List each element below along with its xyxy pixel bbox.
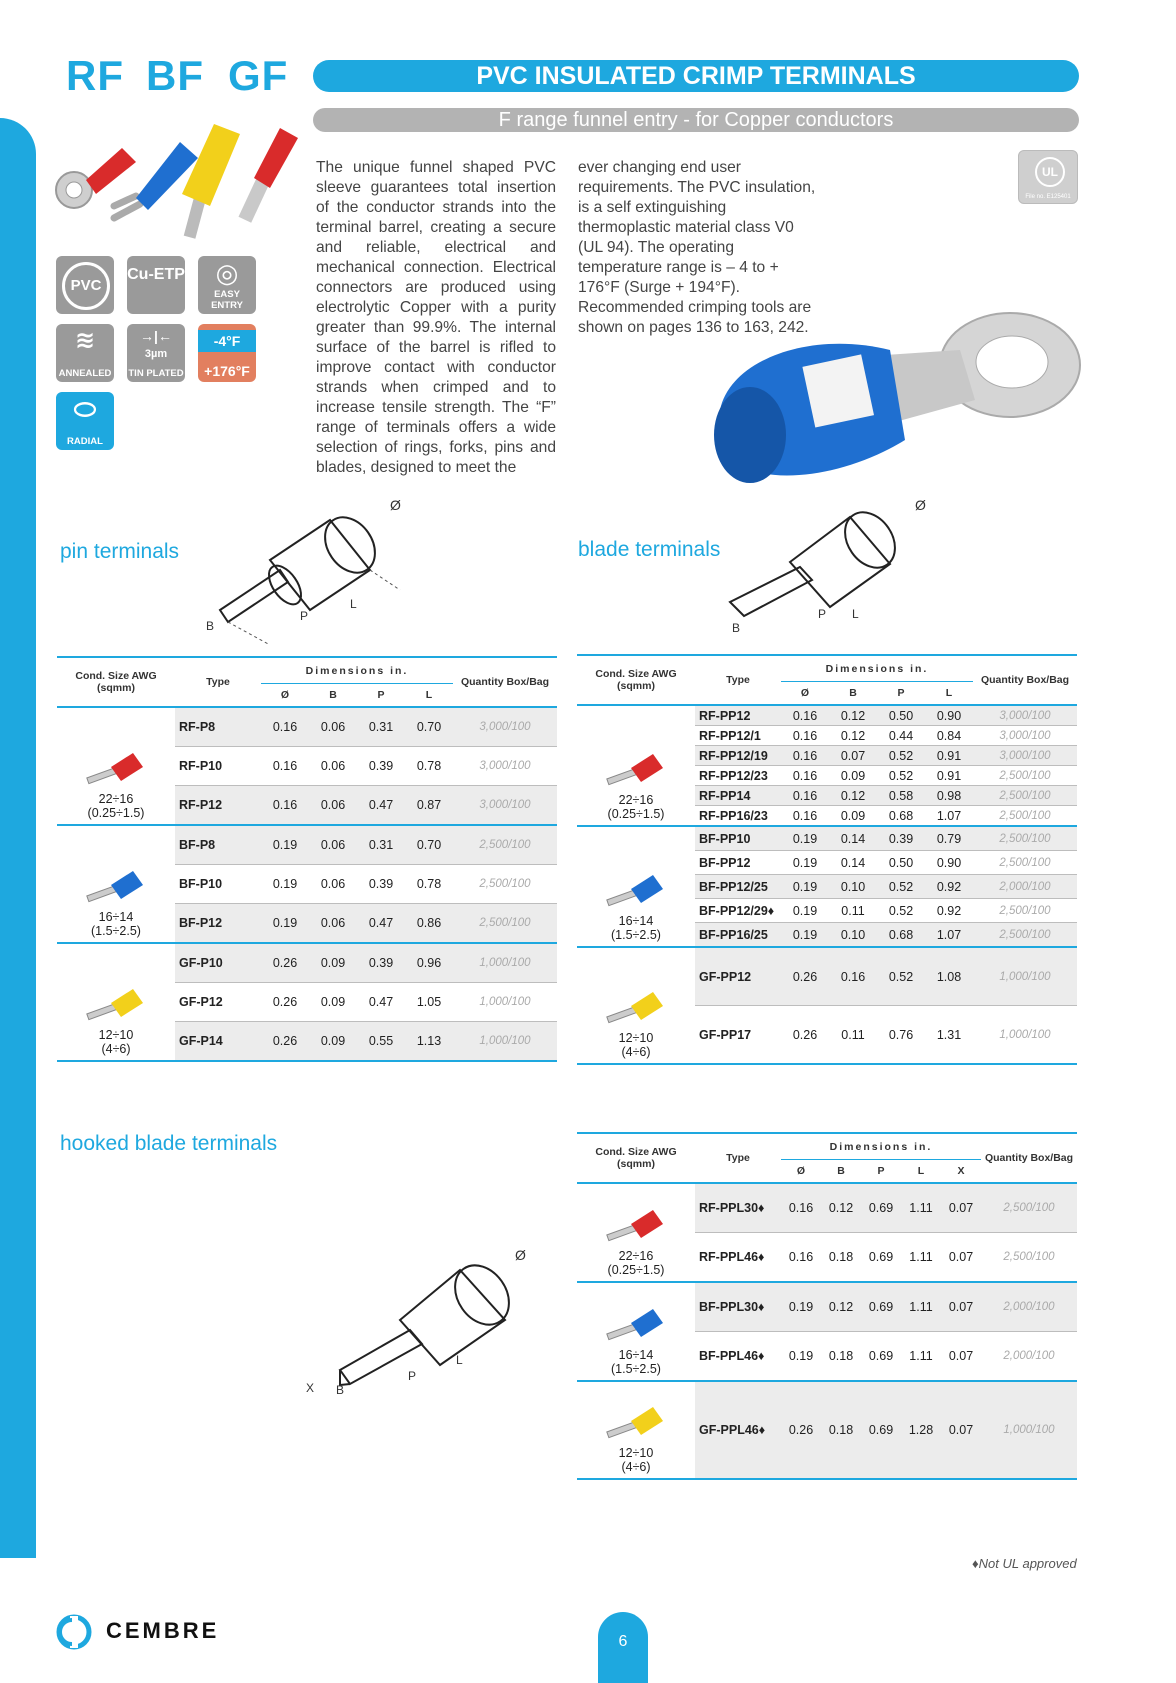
blade-diameter-label: Ø (915, 497, 926, 513)
cell-p: 0.39 (357, 943, 405, 983)
sqmm-range: (4÷6) (621, 1045, 651, 1059)
intro-text-column-1: The unique funnel shaped PVC sleeve guarantees total insertion of the conductor strands into the terminal barrel, creating a secure and reliable, electrical and mechanical connection. Electrical connectors are produced using electrolytic Copper with a purity greater than 99.9%. The internal surface of the barrel is rifled to improve contact with conductor strands when crimped and to increase tensile strength. The “F” range of terminals offers a wide selection of rings, forks, pins and blades, designed to meet the (316, 159, 556, 476)
cell-type: BF-PPL46♦ (695, 1332, 781, 1382)
cell-l: 0.92 (925, 875, 973, 899)
intro-text-column-2: ever changing end user requirements. The PVC insulation, is a self extinguishing thermoplastic material class V0 (UL 94). The operating temperature range is – 4 to + 176°F (Surge + 194°F). Recommended crimping tools are shown on pages 136 to 163, 242. (578, 159, 816, 336)
sqmm-range: (0.25÷1.5) (607, 807, 665, 821)
cell-type: RF-P10 (175, 747, 261, 786)
cell-q: 3,000/100 (453, 707, 557, 747)
cell-b: 0.10 (829, 923, 877, 948)
pin-terminals-table (57, 656, 557, 1062)
cell-p: 0.52 (877, 766, 925, 786)
cond-size-cell (577, 826, 695, 947)
cell-b: 0.18 (821, 1233, 861, 1283)
cell-q: 2,500/100 (453, 904, 557, 944)
terminal-thumbnail-yellow (601, 984, 671, 1028)
cu-etp-icon: Cu-ETP (127, 256, 185, 314)
left-sidebar-band (0, 118, 36, 1558)
hooked-l-label: L (456, 1353, 463, 1367)
cell-l: 0.92 (925, 899, 973, 923)
terminal-thumbnail-blue (81, 863, 151, 907)
dimension-col-1: B (309, 684, 357, 708)
cond-size-cell (57, 707, 175, 825)
cond-size-cell (577, 1183, 695, 1282)
cell-q: 2,500/100 (981, 1183, 1077, 1233)
cell-d: 0.16 (781, 806, 829, 827)
cell-type: RF-PP12/23 (695, 766, 781, 786)
cell-d: 0.26 (261, 1022, 309, 1062)
dimensions-header: Dimensions in. (781, 655, 973, 682)
ul-listed-logo: UL File no. E125401 (1018, 150, 1078, 204)
sqmm-range: (1.5÷2.5) (611, 1362, 661, 1376)
terminal-thumbnail-blue (601, 1301, 671, 1345)
table-row (577, 1381, 1077, 1479)
dimension-col-1: B (829, 682, 877, 706)
dimensions-header: Dimensions in. (261, 657, 453, 684)
cell-p: 0.31 (357, 825, 405, 865)
cell-p: 0.68 (877, 806, 925, 827)
cell-l: 0.70 (405, 707, 453, 747)
cell-q: 2,500/100 (981, 1233, 1077, 1283)
cell-l: 1.07 (925, 923, 973, 948)
terminal-thumbnail-blue (601, 867, 671, 911)
sqmm-range: (1.5÷2.5) (91, 924, 141, 938)
type-header: Type (175, 657, 261, 707)
cell-q: 1,000/100 (973, 947, 1077, 1006)
cell-b: 0.12 (829, 786, 877, 806)
blade-terminals-heading: blade terminals (578, 538, 721, 561)
cell-d: 0.26 (781, 947, 829, 1006)
dimension-col-2: P (357, 684, 405, 708)
cell-p: 0.44 (877, 726, 925, 746)
table-row (577, 826, 1077, 851)
cell-type: BF-PP12 (695, 851, 781, 875)
cell-type: RF-PP16/23 (695, 806, 781, 827)
cell-d: 0.19 (781, 826, 829, 851)
pin-terminal-yellow-image (182, 124, 240, 239)
cell-b: 0.06 (309, 825, 357, 865)
cell-type: BF-PPL30♦ (695, 1282, 781, 1332)
cell-b: 0.06 (309, 904, 357, 944)
cell-l: 0.78 (405, 747, 453, 786)
cell-type: BF-PP12/29♦ (695, 899, 781, 923)
terminal-thumbnail-red (601, 746, 671, 790)
cell-q: 2,500/100 (973, 923, 1077, 948)
cell-l: 0.91 (925, 746, 973, 766)
hooked-p-label: P (408, 1369, 417, 1383)
cell-p: 0.69 (861, 1381, 901, 1479)
cell-p: 0.69 (861, 1183, 901, 1233)
pin-terminals-heading: pin terminals (60, 540, 180, 563)
cell-b: 0.09 (829, 766, 877, 786)
cell-type: BF-P10 (175, 865, 261, 904)
awg-range: 16÷14 (98, 910, 134, 924)
cell-d: 0.16 (781, 766, 829, 786)
dimension-col-2: P (861, 1160, 901, 1184)
company-name: CEMBRE (106, 1618, 220, 1643)
cell-l: 0.70 (405, 825, 453, 865)
dimensions-header: Dimensions in. (781, 1133, 981, 1160)
cell-q: 2,500/100 (973, 786, 1077, 806)
cell-b: 0.10 (829, 875, 877, 899)
cell-l: 0.96 (405, 943, 453, 983)
cell-p: 0.76 (877, 1006, 925, 1065)
awg-range: 12÷10 (618, 1446, 654, 1460)
cell-d: 0.19 (781, 1282, 821, 1332)
cell-d: 0.19 (781, 923, 829, 948)
cell-q: 2,500/100 (973, 851, 1077, 875)
cell-b: 0.12 (829, 726, 877, 746)
sqmm-range: (0.25÷1.5) (607, 1263, 665, 1277)
tin-plated-icon: →|← 3µm TIN PLATED (127, 324, 185, 382)
cell-q: 1,000/100 (453, 1022, 557, 1062)
dimension-col-1: B (821, 1160, 861, 1184)
cell-l: 0.79 (925, 826, 973, 851)
brand-gf: GF (228, 52, 289, 99)
cell-l: 0.91 (925, 766, 973, 786)
cembre-logo-icon (56, 1614, 92, 1650)
awg-range: 12÷10 (98, 1028, 134, 1042)
table-row (577, 705, 1077, 726)
quantity-header: Quantity Box/Bag (973, 655, 1077, 705)
cell-l: 0.87 (405, 786, 453, 826)
cell-d: 0.16 (261, 707, 309, 747)
cell-type: BF-PP10 (695, 826, 781, 851)
cell-q: 1,000/100 (453, 943, 557, 983)
cond-size-header: Cond. Size AWG (sqmm) (577, 1133, 695, 1183)
hooked-blade-terminals-table (577, 1132, 1077, 1480)
cell-d: 0.16 (781, 705, 829, 726)
cell-type: GF-P14 (175, 1022, 261, 1062)
cell-p: 0.52 (877, 875, 925, 899)
cell-p: 0.69 (861, 1282, 901, 1332)
cell-d: 0.16 (781, 1233, 821, 1283)
sqmm-range: (4÷6) (101, 1042, 131, 1056)
cell-l: 0.78 (405, 865, 453, 904)
blade-terminal-red-image (239, 128, 298, 223)
awg-range: 22÷16 (618, 793, 654, 807)
cell-p: 0.39 (877, 826, 925, 851)
table-row (57, 943, 557, 983)
cond-size-cell (57, 943, 175, 1061)
cell-d: 0.19 (781, 899, 829, 923)
cell-q: 2,500/100 (973, 766, 1077, 786)
page-title: PVC INSULATED CRIMP TERMINALS (313, 60, 1079, 92)
awg-range: 16÷14 (618, 1348, 654, 1362)
cell-p: 0.39 (357, 865, 405, 904)
cell-b: 0.11 (829, 1006, 877, 1065)
cell-p: 0.68 (877, 923, 925, 948)
cell-p: 0.69 (861, 1233, 901, 1283)
table-row (57, 707, 557, 747)
dimension-col-3: L (901, 1160, 941, 1184)
page-subtitle: F range funnel entry - for Copper conductors (313, 108, 1079, 132)
type-header: Type (695, 1133, 781, 1183)
cell-d: 0.16 (781, 786, 829, 806)
cell-l: 1.11 (901, 1332, 941, 1382)
cell-q: 1,000/100 (973, 1006, 1077, 1065)
cell-d: 0.19 (781, 851, 829, 875)
blade-l-label: L (852, 607, 859, 621)
footnote-not-ul: ♦Not UL approved (972, 1556, 1077, 1571)
awg-range: 12÷10 (618, 1031, 654, 1045)
pin-p-label: P (300, 609, 309, 623)
cell-q: 2,500/100 (973, 826, 1077, 851)
cell-l: 1.11 (901, 1183, 941, 1233)
terminal-thumbnail-yellow (81, 981, 151, 1025)
cell-l: 0.90 (925, 851, 973, 875)
dimension-col-0: Ø (261, 684, 309, 708)
cell-b: 0.12 (821, 1183, 861, 1233)
cell-type: BF-PP16/25 (695, 923, 781, 948)
blade-terminal-drawing (720, 492, 960, 642)
cell-q: 3,000/100 (453, 747, 557, 786)
dimension-col-3: L (405, 684, 453, 708)
cell-l: 1.07 (925, 806, 973, 827)
cell-p: 0.47 (357, 904, 405, 944)
table-row (577, 1282, 1077, 1332)
cell-p: 0.52 (877, 746, 925, 766)
cell-q: 3,000/100 (973, 746, 1077, 766)
cond-size-cell (57, 825, 175, 943)
cell-d: 0.16 (781, 1183, 821, 1233)
cell-d: 0.19 (261, 865, 309, 904)
awg-range: 22÷16 (98, 792, 134, 806)
cell-q: 1,000/100 (453, 983, 557, 1022)
cell-q: 2,500/100 (973, 806, 1077, 827)
cell-l: 1.13 (405, 1022, 453, 1062)
radial-icon: ⬭ RADIAL (56, 392, 114, 450)
cell-d: 0.16 (781, 746, 829, 766)
cell-d: 0.26 (781, 1006, 829, 1065)
cond-size-cell (577, 947, 695, 1064)
terminals-photo (44, 118, 314, 243)
cell-q: 3,000/100 (973, 726, 1077, 746)
cell-b: 0.11 (829, 899, 877, 923)
cell-type: RF-PP12/19 (695, 746, 781, 766)
cell-x: 0.07 (941, 1282, 981, 1332)
cell-p: 0.58 (877, 786, 925, 806)
hooked-x-label: X (306, 1381, 315, 1395)
cell-b: 0.12 (821, 1282, 861, 1332)
cell-p: 0.69 (861, 1332, 901, 1382)
cell-l: 1.11 (901, 1233, 941, 1283)
cell-p: 0.50 (877, 851, 925, 875)
sqmm-range: (0.25÷1.5) (87, 806, 145, 820)
cond-size-header: Cond. Size AWG (sqmm) (57, 657, 175, 707)
cell-b: 0.14 (829, 826, 877, 851)
pin-terminal-drawing (200, 490, 440, 650)
cell-b: 0.09 (309, 1022, 357, 1062)
cell-d: 0.16 (261, 747, 309, 786)
terminal-thumbnail-yellow (601, 1399, 671, 1443)
cell-type: GF-PPL46♦ (695, 1381, 781, 1479)
cell-b: 0.06 (309, 786, 357, 826)
cell-d: 0.19 (261, 904, 309, 944)
cell-d: 0.26 (261, 983, 309, 1022)
type-header: Type (695, 655, 781, 705)
cell-type: RF-PPL30♦ (695, 1183, 781, 1233)
cell-b: 0.18 (821, 1381, 861, 1479)
blade-p-label: P (818, 607, 827, 621)
cell-l: 0.98 (925, 786, 973, 806)
cell-type: BF-P12 (175, 904, 261, 944)
cell-l: 1.11 (901, 1282, 941, 1332)
pin-b-label: B (206, 619, 215, 633)
hooked-diameter-label: Ø (515, 1247, 526, 1263)
cell-p: 0.31 (357, 707, 405, 747)
cell-b: 0.12 (829, 705, 877, 726)
quantity-header: Quantity Box/Bag (453, 657, 557, 707)
awg-range: 16÷14 (618, 914, 654, 928)
cell-b: 0.09 (309, 943, 357, 983)
cell-q: 1,000/100 (981, 1381, 1077, 1479)
sqmm-range: (4÷6) (621, 1460, 651, 1474)
cell-d: 0.19 (781, 1332, 821, 1382)
cond-size-cell (577, 1282, 695, 1381)
cell-p: 0.52 (877, 947, 925, 1006)
blade-b-label: B (732, 621, 741, 635)
cond-size-cell (577, 1381, 695, 1479)
cell-type: GF-P10 (175, 943, 261, 983)
cell-p: 0.39 (357, 747, 405, 786)
cell-type: RF-PPL46♦ (695, 1233, 781, 1283)
cell-l: 0.86 (405, 904, 453, 944)
cell-p: 0.47 (357, 786, 405, 826)
cell-l: 1.31 (925, 1006, 973, 1065)
cell-l: 1.28 (901, 1381, 941, 1479)
quantity-header: Quantity Box/Bag (981, 1133, 1077, 1183)
dimension-col-4: X (941, 1160, 981, 1184)
ring-terminal-cutaway-photo (690, 290, 1090, 510)
cell-type: RF-P12 (175, 786, 261, 826)
terminal-thumbnail-red (81, 745, 151, 789)
cell-l: 1.05 (405, 983, 453, 1022)
cell-type: GF-PP17 (695, 1006, 781, 1065)
temperature-icon: -4°F +176°F (198, 324, 256, 382)
cell-p: 0.52 (877, 899, 925, 923)
table-row (577, 947, 1077, 1006)
cell-q: 2,000/100 (973, 875, 1077, 899)
cell-q: 2,500/100 (973, 899, 1077, 923)
cell-type: RF-PP14 (695, 786, 781, 806)
cell-d: 0.19 (261, 825, 309, 865)
cell-type: RF-PP12 (695, 705, 781, 726)
cell-type: GF-P12 (175, 983, 261, 1022)
cell-d: 0.16 (781, 726, 829, 746)
cell-type: BF-PP12/25 (695, 875, 781, 899)
cell-q: 2,000/100 (981, 1332, 1077, 1382)
annealed-icon: ≋ ANNEALED (56, 324, 114, 382)
hooked-blade-terminal-drawing (300, 1240, 540, 1410)
cell-l: 0.84 (925, 726, 973, 746)
dimension-col-3: L (925, 682, 973, 706)
terminal-thumbnail-red (601, 1202, 671, 1246)
cell-p: 0.50 (877, 705, 925, 726)
brand-rf: RF (66, 52, 124, 99)
cell-b: 0.07 (829, 746, 877, 766)
cell-b: 0.09 (309, 983, 357, 1022)
brand-bf: BF (146, 52, 204, 99)
cell-x: 0.07 (941, 1233, 981, 1283)
cell-d: 0.26 (781, 1381, 821, 1479)
awg-range: 22÷16 (618, 1249, 654, 1263)
cell-p: 0.55 (357, 1022, 405, 1062)
dimension-col-0: Ø (781, 682, 829, 706)
pin-l-label: L (350, 597, 357, 611)
cell-q: 3,000/100 (973, 705, 1077, 726)
cell-b: 0.06 (309, 865, 357, 904)
blade-terminals-table (577, 654, 1077, 1065)
table-row (577, 1183, 1077, 1233)
cell-type: BF-P8 (175, 825, 261, 865)
cell-q: 2,000/100 (981, 1282, 1077, 1332)
pin-diameter-label: Ø (390, 497, 401, 513)
cell-x: 0.07 (941, 1332, 981, 1382)
cell-q: 2,500/100 (453, 825, 557, 865)
cell-b: 0.09 (829, 806, 877, 827)
cell-d: 0.16 (261, 786, 309, 826)
dimension-col-2: P (877, 682, 925, 706)
cell-x: 0.07 (941, 1381, 981, 1479)
cell-d: 0.19 (781, 875, 829, 899)
table-row (57, 825, 557, 865)
cell-b: 0.14 (829, 851, 877, 875)
cell-d: 0.26 (261, 943, 309, 983)
dimension-col-0: Ø (781, 1160, 821, 1184)
cell-b: 0.06 (309, 707, 357, 747)
cell-b: 0.06 (309, 747, 357, 786)
cell-type: GF-PP12 (695, 947, 781, 1006)
cell-l: 1.08 (925, 947, 973, 1006)
cell-b: 0.16 (829, 947, 877, 1006)
cell-type: RF-P8 (175, 707, 261, 747)
cell-l: 0.90 (925, 705, 973, 726)
sqmm-range: (1.5÷2.5) (611, 928, 661, 942)
hooked-blade-terminals-heading: hooked blade terminals (60, 1132, 278, 1155)
cond-size-cell (577, 705, 695, 826)
pvc-icon: PVC (56, 256, 114, 314)
cond-size-header: Cond. Size AWG (sqmm) (577, 655, 695, 705)
cell-p: 0.47 (357, 983, 405, 1022)
cell-type: RF-PP12/1 (695, 726, 781, 746)
cell-b: 0.18 (821, 1332, 861, 1382)
cell-q: 2,500/100 (453, 865, 557, 904)
cell-x: 0.07 (941, 1183, 981, 1233)
easy-entry-icon: ◎ EASY ENTRY (198, 256, 256, 314)
page-number: 6 (598, 1612, 648, 1683)
hooked-b-label: B (336, 1383, 345, 1397)
cell-q: 3,000/100 (453, 786, 557, 826)
